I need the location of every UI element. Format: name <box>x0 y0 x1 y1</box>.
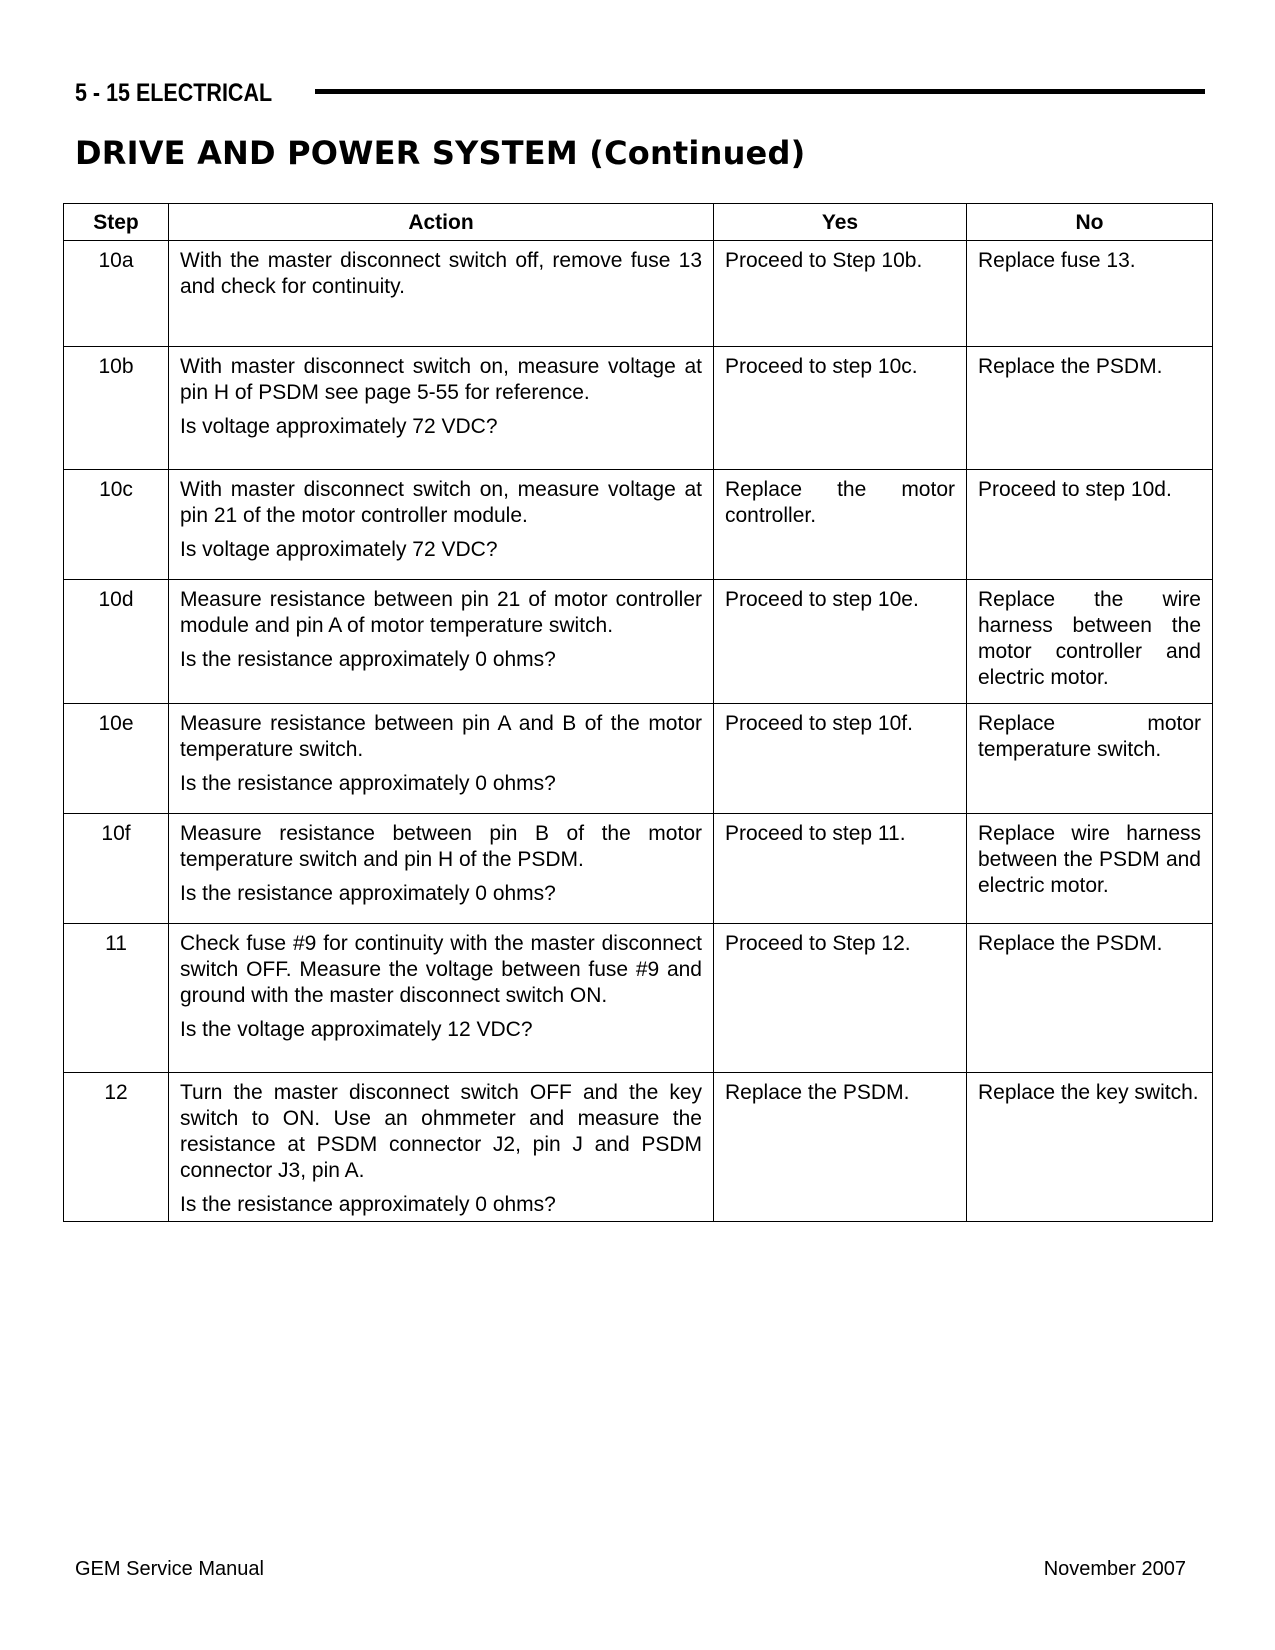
action-cell <box>169 1073 714 1222</box>
yes-cell: Proceed to step 10f. <box>714 704 967 814</box>
no-cell: Replace the wire harness between the motor controller and electric motor. <box>967 580 1213 704</box>
action-question: Is the resistance approximately 0 ohms? <box>180 1193 556 1216</box>
action-question: Is the resistance approximately 0 ohms? <box>180 648 556 671</box>
footer-manual-name: GEM Service Manual <box>75 1558 264 1580</box>
action-text: Measure resistance between pin A and B of the motor temperature switch. <box>180 712 702 761</box>
no-cell: Replace the PSDM. <box>967 347 1213 470</box>
table-row <box>64 704 1213 814</box>
action-text: With master disconnect switch on, measure voltage at pin 21 of the motor controller module. <box>180 478 702 527</box>
action-question: Is the resistance approximately 0 ohms? <box>180 772 556 795</box>
action-text: Turn the master disconnect switch OFF and the key switch to ON. Use an ohmmeter and measure the resistance at PSDM connector J2, pin J and PSDM connector J3, pin A. <box>180 1081 702 1182</box>
action-cell <box>169 704 714 814</box>
table-row <box>64 470 1213 580</box>
action-question: Is voltage approximately 72 VDC? <box>180 415 498 438</box>
no-cell: Replace the key switch. <box>967 1073 1213 1222</box>
action-cell <box>169 347 714 470</box>
action-text: With the master disconnect switch off, remove fuse 13 and check for continuity. <box>180 249 702 298</box>
no-cell: Replace wire harness between the PSDM and electric motor. <box>967 814 1213 924</box>
step-cell: 10f <box>64 814 169 924</box>
column-header-no: No <box>967 204 1213 241</box>
step-cell: 12 <box>64 1073 169 1222</box>
action-cell <box>169 241 714 347</box>
page-header <box>75 73 1205 113</box>
no-cell: Replace fuse 13. <box>967 241 1213 347</box>
yes-cell: Proceed to step 10e. <box>714 580 967 704</box>
action-text: Measure resistance between pin B of the motor temperature switch and pin H of the PSDM. <box>180 822 702 871</box>
column-header-step: Step <box>64 204 169 241</box>
table-row <box>64 814 1213 924</box>
action-question: Is the resistance approximately 0 ohms? <box>180 882 556 905</box>
no-cell: Replace the PSDM. <box>967 924 1213 1073</box>
action-text: With master disconnect switch on, measure voltage at pin H of PSDM see page 5-55 for reference. <box>180 355 702 404</box>
action-cell <box>169 814 714 924</box>
table-row <box>64 580 1213 704</box>
action-cell <box>169 580 714 704</box>
step-cell: 10b <box>64 347 169 470</box>
step-cell: 11 <box>64 924 169 1073</box>
table-header-row <box>64 204 1213 241</box>
column-header-action: Action <box>169 204 714 241</box>
step-cell: 10c <box>64 470 169 580</box>
action-cell <box>169 470 714 580</box>
table-row <box>64 347 1213 470</box>
action-cell <box>169 924 714 1073</box>
page-title: DRIVE AND POWER SYSTEM (Continued) <box>75 134 806 172</box>
action-text: Check fuse #9 for continuity with the master disconnect switch OFF. Measure the voltage between fuse #9 and ground with the master disconnect switch ON. <box>180 932 702 1007</box>
table-row <box>64 924 1213 1073</box>
section-label: 5 - 15 ELECTRICAL <box>75 78 273 107</box>
yes-cell: Proceed to step 11. <box>714 814 967 924</box>
yes-cell: Replace the motor controller. <box>714 470 967 580</box>
column-header-yes: Yes <box>714 204 967 241</box>
no-cell: Proceed to step 10d. <box>967 470 1213 580</box>
footer-date: November 2007 <box>1043 1558 1186 1580</box>
table-row <box>64 1073 1213 1222</box>
no-cell: Replace motor temperature switch. <box>967 704 1213 814</box>
step-cell: 10e <box>64 704 169 814</box>
action-text: Measure resistance between pin 21 of motor controller module and pin A of motor temperature switch. <box>180 588 702 637</box>
step-cell: 10a <box>64 241 169 347</box>
header-rule <box>315 89 1205 94</box>
yes-cell: Replace the PSDM. <box>714 1073 967 1222</box>
action-question: Is the voltage approximately 12 VDC? <box>180 1018 533 1041</box>
yes-cell: Proceed to step 10c. <box>714 347 967 470</box>
yes-cell: Proceed to Step 10b. <box>714 241 967 347</box>
action-question: Is voltage approximately 72 VDC? <box>180 538 498 561</box>
yes-cell: Proceed to Step 12. <box>714 924 967 1073</box>
troubleshooting-table <box>63 203 1213 1222</box>
table-row <box>64 241 1213 347</box>
step-cell: 10d <box>64 580 169 704</box>
